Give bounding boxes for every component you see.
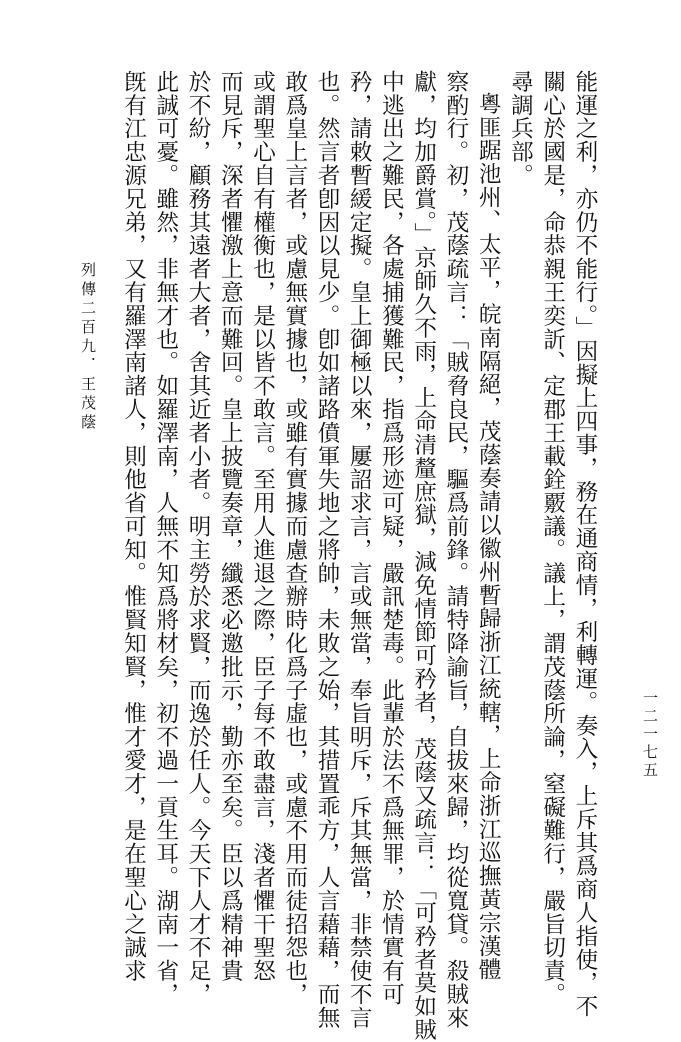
text-column-13: 於不紛，顧務其遠者大者，舍其近者小者。明主勞於求賢，而逸於任人。今天下人才不足， (185, 70, 212, 1006)
running-head: 列傳二百九．王茂蔭 (79, 262, 97, 433)
text-column-5: 察酌行。初，茂蔭疏言：「賊脅良民，驅爲前鋒。請特降諭旨，自拔來歸，均從寬貸。殺賊來 (442, 70, 469, 1030)
text-column-11: 或謂聖心自有權衡也，是以皆不敢言。至用人進退之際，臣子每不敢盡言，淺者懼干聖怒 (249, 70, 276, 983)
main-text (120, 70, 598, 1042)
text-column-1: 能運之利，亦仍不能行。」因擬上四事，務在通商情，利轉運。奏入，上斥其爲商人指使，不 (571, 70, 598, 1019)
text-column-3: 尋調兵部。 (507, 70, 534, 187)
text-column-2: 關心於國是，命恭親王奕訢、定郡王載銓覈議。議上，謂茂蔭所論，窒礙難行，嚴旨切責。 (539, 70, 566, 1006)
text-column-14: 此誠可憂。雖然，非無才也。如羅澤南，人無不知爲將材矣，初不過一貢生耳。湖南一省， (152, 70, 179, 1006)
text-column-9: 也。然言者卽因以見少。卽如諸路僨軍失地之將帥，未敗之始，其措置乖方，人言藉藉，而無 (314, 70, 340, 1030)
text-column-10: 敢爲皇上言者，或慮無實據也，或雖有實據而慮查辦時化爲子虛也，或慮不用而徒招怨也， (281, 70, 308, 1006)
text-column-15: 旣有江忠源兄弟，又有羅澤南諸人，則他省可知。惟賢知賢，惟才愛才，是在聖心之誠求 (120, 70, 147, 983)
text-column-4: 粵匪踞池州、太平，皖南隔絕，茂蔭奏請以徽州暫歸浙江統轄，上命浙江巡撫黃宗漢體 (475, 92, 502, 982)
text-column-7: 中逃出之難民，各處捕獲難民，指爲形迹可疑，嚴訊楚毒。此輩於法不爲無罪，於情實有可 (378, 70, 405, 1006)
text-column-12: 而見斥，深者懼激上意而難回。皇上披覽奏章，纖悉必邀批示，勤亦至矣。臣以爲精神貴 (217, 70, 244, 983)
text-column-6: 獻，均加爵賞。」京師久不雨，上命清釐庶獄，減免情節可矜者，茂蔭又疏言：「可矜者莫如賊 (410, 70, 437, 1042)
text-column-8: 矜，請敕暫緩定擬。皇上御極以來，屢詔求言，言或無當，奉旨明斥，斥其無當，非禁使不言 (346, 70, 373, 1030)
page-number: 一二一七五 (641, 690, 659, 780)
